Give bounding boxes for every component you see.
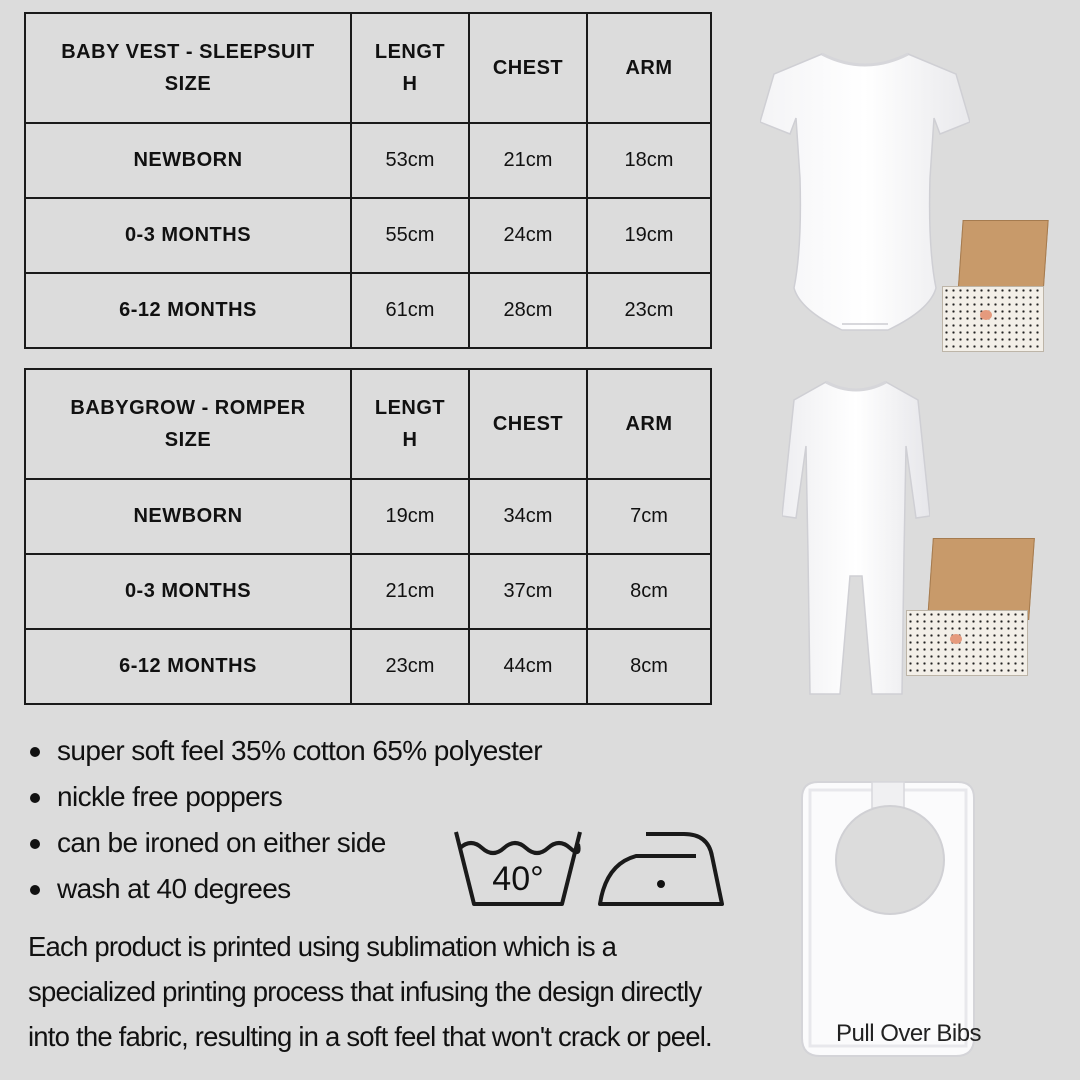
table-header-row [25,369,711,479]
header-length: LENGTH [351,369,469,479]
header-arm: ARM [587,13,711,123]
list-item: can be ironed on either side [30,820,542,866]
chest-value: 21cm [469,123,587,198]
arm-value: 19cm [587,198,711,273]
length-value: 53cm [351,123,469,198]
table-row [25,198,711,273]
list-item: super soft feel 35% cotton 65% polyester [30,728,542,774]
wash-temperature-label: 40° [492,860,544,898]
chest-value: 28cm [469,273,587,348]
chest-value: 37cm [469,554,587,629]
wash-40-icon [452,826,584,908]
baby-vest-image [760,48,970,344]
table-row [25,123,711,198]
table-row [25,479,711,554]
pull-over-bib-image [800,780,976,1060]
arm-value: 18cm [587,123,711,198]
length-value: 21cm [351,554,469,629]
table-row [25,629,711,704]
list-item: nickle free poppers [30,774,542,820]
table-row [25,273,711,348]
size-label: 6-12 MONTHS [25,629,351,704]
header-chest: CHEST [469,13,587,123]
header-size: BABYGROW - ROMPER SIZE [25,369,351,479]
arm-value: 7cm [587,479,711,554]
table-row [25,554,711,629]
size-label: 0-3 MONTHS [25,554,351,629]
gift-box-image [906,538,1038,678]
bib-label: Pull Over Bibs [836,1020,982,1047]
length-value: 61cm [351,273,469,348]
sublimation-description: Each product is printed using sublimation which is a specialized printing process that infusing the design directly into the fabric, resulting in a soft feel that won't crack or peel. [28,931,712,1052]
arm-value: 8cm [587,554,711,629]
size-label: 6-12 MONTHS [25,273,351,348]
iron-icon [596,826,728,908]
header-length: LENGTH [351,13,469,123]
size-label: NEWBORN [25,123,351,198]
length-value: 23cm [351,629,469,704]
header-arm: ARM [587,369,711,479]
size-label: 0-3 MONTHS [25,198,351,273]
chest-value: 34cm [469,479,587,554]
header-size: BABY VEST - SLEEPSUIT SIZE [25,13,351,123]
arm-value: 8cm [587,629,711,704]
header-chest: CHEST [469,369,587,479]
chest-value: 24cm [469,198,587,273]
arm-value: 23cm [587,273,711,348]
size-label: NEWBORN [25,479,351,554]
romper-size-table [24,368,712,705]
length-value: 19cm [351,479,469,554]
length-value: 55cm [351,198,469,273]
chest-value: 44cm [469,629,587,704]
table-header-row [25,13,711,123]
vest-size-table [24,12,712,349]
list-item: wash at 40 degrees [30,866,542,912]
gift-box-image [942,220,1046,354]
